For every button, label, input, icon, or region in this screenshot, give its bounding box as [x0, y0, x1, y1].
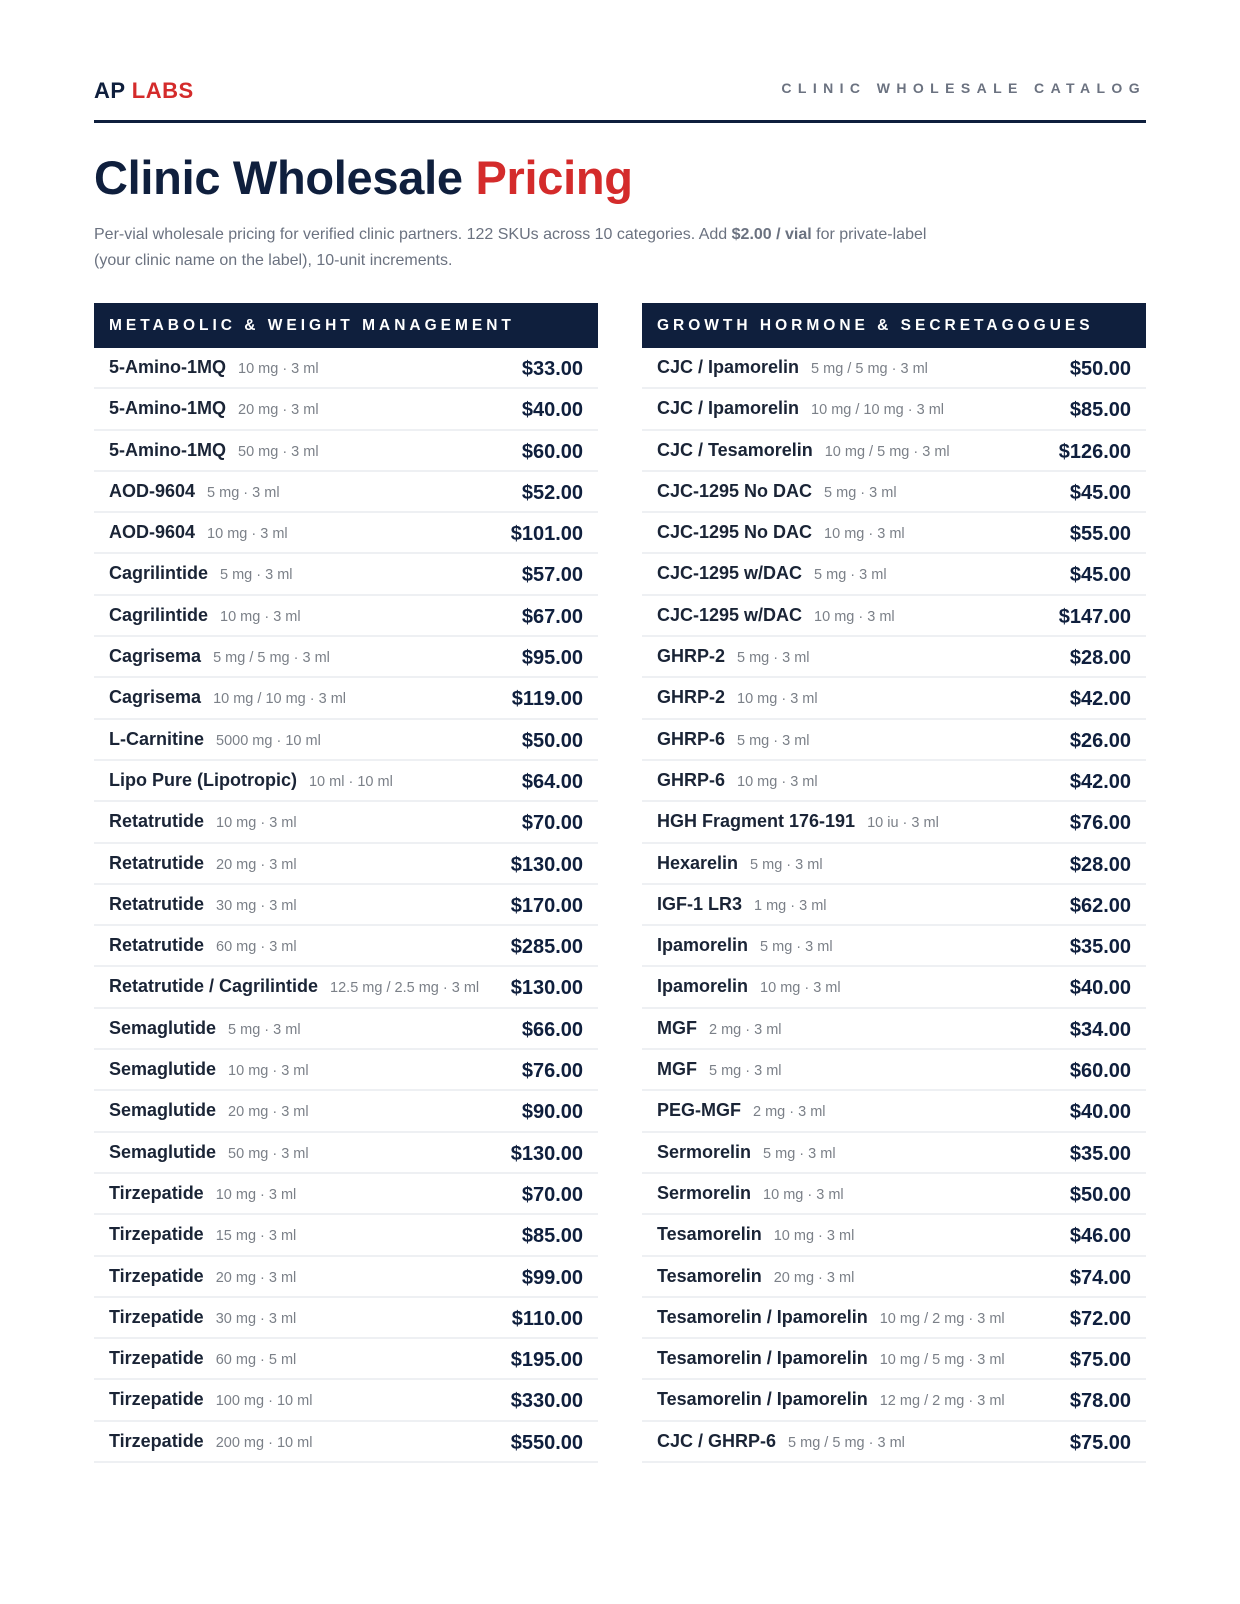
price-row	[94, 1215, 598, 1256]
product-name-group	[109, 440, 319, 461]
price-row	[94, 1050, 598, 1091]
product-name-group	[109, 770, 393, 791]
product-name-group	[109, 646, 330, 667]
product-name: Lipo Pure (Lipotropic)	[109, 769, 297, 790]
product-spec: 10 mg / 10 mg · 3 ml	[213, 691, 347, 708]
product-name: Cagrisema	[109, 646, 202, 667]
product-price: $90.00	[521, 1101, 583, 1124]
product-price: $57.00	[521, 564, 583, 587]
product-price: $75.00	[1069, 1349, 1131, 1372]
product-spec: 5 mg · 3 ml	[824, 484, 897, 501]
product-spec: 50 mg · 3 ml	[228, 1145, 309, 1162]
product-name-group	[657, 770, 818, 791]
product-spec: 10 mg · 3 ml	[737, 773, 818, 790]
price-row	[642, 1215, 1146, 1256]
product-name: GHRP-2	[657, 687, 726, 708]
price-row	[642, 431, 1146, 472]
product-price: $75.00	[1069, 1431, 1131, 1454]
product-spec: 10 mg · 3 ml	[763, 1186, 844, 1203]
price-row	[642, 844, 1146, 885]
product-name: Retatrutide	[109, 852, 205, 873]
price-row	[642, 1009, 1146, 1050]
price-row	[642, 1298, 1146, 1339]
price-row	[642, 720, 1146, 761]
product-name-group	[657, 563, 887, 584]
product-name: 5-Amino-1MQ	[109, 357, 226, 377]
product-price: $46.00	[1069, 1225, 1131, 1248]
product-spec: 10 mg · 3 ml	[737, 691, 818, 708]
price-row	[94, 554, 598, 595]
product-name-group	[109, 398, 319, 419]
price-row	[642, 1257, 1146, 1298]
product-spec: 12.5 mg / 2.5 mg · 3 ml	[330, 980, 480, 997]
top-bar	[94, 76, 1146, 123]
product-price: $99.00	[521, 1266, 583, 1289]
product-name-group	[109, 357, 319, 378]
product-price: $40.00	[1069, 977, 1131, 1000]
product-name: Semaglutide	[109, 1059, 217, 1080]
product-price: $76.00	[1069, 812, 1131, 835]
product-name: CJC-1295 w/DAC	[657, 604, 803, 625]
product-price: $60.00	[1069, 1060, 1131, 1083]
product-price: $50.00	[521, 729, 583, 752]
product-name: CJC-1295 w/DAC	[657, 563, 803, 584]
product-price: $550.00	[510, 1431, 583, 1454]
product-name: Tirzepatide	[109, 1265, 204, 1286]
price-row	[642, 348, 1146, 389]
product-spec: 5 mg · 3 ml	[228, 1021, 301, 1038]
product-spec: 5000 mg · 10 ml	[216, 732, 321, 749]
product-name: Cagrilintide	[109, 604, 209, 625]
price-row	[642, 472, 1146, 513]
product-spec: 10 mg · 3 ml	[760, 980, 841, 997]
product-name: Cagrisema	[109, 687, 202, 708]
product-price: $72.00	[1069, 1307, 1131, 1330]
product-price: $45.00	[1069, 564, 1131, 587]
price-row	[642, 1174, 1146, 1215]
price-row	[94, 431, 598, 472]
product-spec: 1 mg · 3 ml	[754, 897, 827, 914]
product-price: $50.00	[1069, 358, 1131, 380]
product-price: $55.00	[1069, 523, 1131, 546]
product-spec: 10 mg / 5 mg · 3 ml	[824, 443, 950, 460]
product-name: MGF	[657, 1017, 697, 1038]
product-spec: 15 mg · 3 ml	[215, 1228, 297, 1245]
product-price: $42.00	[1069, 688, 1131, 711]
page-title	[94, 150, 633, 205]
product-name-group	[109, 1100, 309, 1121]
product-spec: 30 mg · 3 ml	[216, 897, 297, 914]
product-spec: 2 mg · 3 ml	[753, 1104, 826, 1121]
price-row	[642, 678, 1146, 719]
product-name: Semaglutide	[109, 1100, 217, 1121]
product-name: AOD-9604	[109, 522, 196, 543]
product-name-group	[657, 398, 944, 419]
price-row	[94, 513, 598, 554]
product-name-group	[109, 522, 288, 543]
product-name-group	[657, 1348, 1005, 1369]
price-row	[642, 389, 1146, 430]
price-row	[642, 885, 1146, 926]
product-name-group	[657, 1431, 905, 1452]
product-price: $130.00	[510, 853, 583, 876]
product-name-group	[109, 1431, 312, 1452]
product-spec: 10 mg / 2 mg · 3 ml	[879, 1310, 1005, 1327]
product-spec: 10 mg · 3 ml	[824, 526, 905, 543]
product-name: Tesamorelin / Ipamorelin	[657, 1348, 868, 1369]
product-price: $110.00	[511, 1307, 583, 1330]
price-row	[94, 678, 598, 719]
product-name: Retatrutide	[109, 811, 205, 832]
product-price: $64.00	[521, 770, 583, 793]
product-name-group	[109, 1389, 312, 1410]
price-row	[94, 926, 598, 967]
product-name-group	[657, 605, 895, 626]
product-price: $119.00	[511, 688, 583, 711]
price-row	[94, 1091, 598, 1132]
product-name-group	[109, 1183, 296, 1204]
product-price: $28.00	[1069, 647, 1131, 670]
price-row	[94, 844, 598, 885]
product-spec: 10 mg · 3 ml	[814, 608, 895, 625]
product-name: Tirzepatide	[109, 1348, 204, 1369]
product-price: $195.00	[510, 1349, 583, 1372]
product-spec: 5 mg · 3 ml	[814, 567, 887, 584]
product-spec: 10 mg · 3 ml	[215, 1186, 297, 1203]
product-price: $130.00	[510, 977, 583, 1000]
product-name-group	[657, 729, 810, 750]
product-name-group	[109, 729, 321, 750]
price-row	[94, 1380, 598, 1421]
product-spec: 5 mg · 3 ml	[709, 1063, 782, 1080]
product-price: $42.00	[1069, 770, 1131, 793]
product-price: $76.00	[521, 1060, 583, 1083]
product-name: Tesamorelin / Ipamorelin	[657, 1306, 868, 1327]
product-name: Tirzepatide	[109, 1306, 204, 1327]
product-price: $40.00	[1069, 1101, 1131, 1124]
product-price: $78.00	[1069, 1390, 1131, 1413]
product-name: Ipamorelin	[657, 976, 749, 997]
price-row	[94, 967, 598, 1008]
product-name-group	[657, 976, 841, 997]
product-name: Tirzepatide	[109, 1430, 204, 1451]
price-row	[642, 1091, 1146, 1132]
product-price: $95.00	[521, 647, 583, 670]
product-name: Tirzepatide	[109, 1182, 204, 1203]
product-name: Sermorelin	[657, 1182, 752, 1203]
product-name-group	[109, 1018, 301, 1039]
product-price: $28.00	[1069, 853, 1131, 876]
product-name-group	[657, 1224, 854, 1245]
product-price: $285.00	[510, 936, 583, 959]
product-price: $67.00	[521, 605, 583, 628]
product-spec: 10 mg · 3 ml	[220, 608, 301, 625]
price-row	[94, 1257, 598, 1298]
product-price: $130.00	[510, 1142, 583, 1165]
product-name-group	[109, 1307, 296, 1328]
product-name-group	[109, 1348, 296, 1369]
product-name: GHRP-2	[657, 646, 726, 667]
product-spec: 2 mg · 3 ml	[709, 1021, 782, 1038]
product-name-group	[657, 481, 897, 502]
product-spec: 20 mg · 3 ml	[216, 856, 297, 873]
catalog-label: CLINIC WHOLESALE CATALOG	[781, 80, 1146, 96]
product-price: $62.00	[1069, 894, 1131, 917]
product-name: HGH Fragment 176-191	[657, 811, 856, 832]
price-row	[94, 389, 598, 430]
product-name-group	[657, 440, 950, 461]
brand-second: LABS	[131, 78, 194, 103]
product-spec: 10 iu · 3 ml	[867, 815, 939, 832]
brand-logo	[94, 78, 194, 104]
price-row	[94, 761, 598, 802]
price-row	[94, 1298, 598, 1339]
price-row	[642, 637, 1146, 678]
product-name-group	[657, 853, 823, 874]
product-spec: 5 mg · 3 ml	[750, 856, 823, 873]
product-price: $34.00	[1069, 1018, 1131, 1041]
product-price: $45.00	[1069, 481, 1131, 504]
product-name-group	[657, 1100, 826, 1121]
product-spec: 20 mg · 3 ml	[228, 1104, 309, 1121]
product-price: $60.00	[521, 440, 583, 463]
product-spec: 10 mg · 3 ml	[216, 815, 297, 832]
page-description	[94, 222, 954, 274]
product-spec: 50 mg · 3 ml	[238, 443, 319, 460]
price-row	[94, 472, 598, 513]
product-spec: 5 mg / 5 mg · 3 ml	[788, 1434, 905, 1451]
price-row	[94, 885, 598, 926]
product-name: CJC / Tesamorelin	[657, 439, 813, 460]
product-spec: 10 mg · 3 ml	[773, 1228, 855, 1245]
product-name-group	[657, 894, 827, 915]
price-row	[642, 596, 1146, 637]
product-name: IGF-1 LR3	[657, 893, 743, 914]
product-name: Ipamorelin	[657, 935, 749, 956]
product-name: 5-Amino-1MQ	[109, 398, 226, 419]
product-name-group	[109, 1142, 309, 1163]
price-row	[642, 1339, 1146, 1380]
product-name-group	[657, 1142, 836, 1163]
price-row	[94, 596, 598, 637]
product-price: $35.00	[1069, 936, 1131, 959]
product-name: Cagrilintide	[109, 563, 209, 584]
product-spec: 5 mg · 3 ml	[760, 939, 833, 956]
product-name: Hexarelin	[657, 852, 739, 873]
desc-before: Per-vial wholesale pricing for verified clinic partners. 122 SKUs across 10 categories. Add	[94, 226, 732, 243]
product-name: 5-Amino-1MQ	[109, 439, 226, 460]
desc-after: for private-label (your clinic name on the label), 10-unit increments.	[94, 226, 927, 269]
product-name-group	[657, 357, 928, 378]
product-spec: 20 mg · 3 ml	[773, 1269, 855, 1286]
product-name-group	[657, 935, 833, 956]
title-accent: Pricing	[475, 151, 633, 204]
product-name-group	[109, 481, 280, 502]
category-header: GROWTH HORMONE & SECRETAGOGUES	[642, 303, 1146, 348]
product-name: Retatrutide	[109, 893, 205, 914]
product-spec: 100 mg · 10 ml	[215, 1393, 313, 1410]
product-price: $33.00	[521, 358, 583, 380]
product-name-group	[657, 1018, 782, 1039]
price-row	[642, 967, 1146, 1008]
product-name-group	[109, 894, 297, 915]
product-name-group	[657, 1059, 782, 1080]
product-name: CJC-1295 No DAC	[657, 522, 813, 543]
product-price: $126.00	[1058, 440, 1131, 463]
product-price: $52.00	[521, 481, 583, 504]
product-name-group	[109, 935, 297, 956]
product-price: $74.00	[1069, 1266, 1131, 1289]
product-name-group	[109, 1224, 296, 1245]
product-price: $66.00	[521, 1018, 583, 1041]
price-row	[94, 637, 598, 678]
product-spec: 5 mg · 3 ml	[763, 1145, 836, 1162]
product-price: $85.00	[521, 1225, 583, 1248]
title-main: Clinic Wholesale	[94, 151, 476, 204]
product-spec: 10 mg / 5 mg · 3 ml	[879, 1352, 1005, 1369]
product-name-group	[109, 687, 346, 708]
product-name-group	[657, 1389, 1005, 1410]
price-row	[94, 1174, 598, 1215]
price-row	[642, 1422, 1146, 1463]
product-spec: 200 mg · 10 ml	[215, 1434, 313, 1451]
price-row	[642, 1380, 1146, 1421]
product-price: $70.00	[521, 1183, 583, 1206]
desc-bold: $2.00 / vial	[731, 226, 812, 243]
price-row	[642, 513, 1146, 554]
product-spec: 10 mg · 3 ml	[238, 361, 319, 377]
category-column-growth-hormone	[642, 303, 1146, 1463]
product-name: CJC / Ipamorelin	[657, 398, 800, 419]
price-row	[94, 1133, 598, 1174]
product-spec: 10 mg · 3 ml	[207, 526, 288, 543]
product-price: $170.00	[510, 894, 583, 917]
product-name-group	[109, 853, 297, 874]
price-list	[94, 348, 598, 1463]
product-name: Tesamorelin / Ipamorelin	[657, 1389, 868, 1410]
product-spec: 20 mg · 3 ml	[215, 1269, 297, 1286]
product-name-group	[657, 811, 939, 832]
price-row	[94, 802, 598, 843]
product-name-group	[109, 976, 479, 997]
price-row	[642, 554, 1146, 595]
product-spec: 5 mg · 3 ml	[737, 650, 810, 667]
product-name: CJC / GHRP-6	[657, 1430, 777, 1451]
product-spec: 30 mg · 3 ml	[215, 1310, 297, 1327]
price-row	[642, 802, 1146, 843]
product-name-group	[657, 1183, 844, 1204]
price-row	[94, 720, 598, 761]
price-row	[642, 926, 1146, 967]
product-price: $40.00	[521, 399, 583, 422]
price-row	[94, 348, 598, 389]
product-name-group	[109, 1059, 309, 1080]
product-spec: 5 mg / 5 mg · 3 ml	[213, 650, 330, 667]
product-name: Semaglutide	[109, 1017, 217, 1038]
product-name-group	[657, 522, 905, 543]
category-header: METABOLIC & WEIGHT MANAGEMENT	[94, 303, 598, 348]
price-row	[94, 1009, 598, 1050]
product-name-group	[109, 811, 297, 832]
product-name: AOD-9604	[109, 480, 196, 501]
product-name: L-Carnitine	[109, 728, 205, 749]
product-spec: 5 mg · 3 ml	[207, 484, 280, 501]
product-spec: 5 mg / 5 mg · 3 ml	[811, 361, 928, 377]
product-name: Retatrutide	[109, 935, 205, 956]
product-spec: 60 mg · 3 ml	[216, 939, 297, 956]
price-row	[642, 1050, 1146, 1091]
product-spec: 60 mg · 5 ml	[215, 1352, 297, 1369]
product-price: $101.00	[510, 523, 583, 546]
product-name: PEG-MGF	[657, 1100, 741, 1121]
product-name-group	[657, 1307, 1005, 1328]
product-name: Retatrutide / Cagrilintide	[109, 976, 319, 997]
product-name: Tirzepatide	[109, 1224, 204, 1245]
product-name: CJC-1295 No DAC	[657, 480, 813, 501]
product-price: $70.00	[521, 812, 583, 835]
price-row	[94, 1339, 598, 1380]
product-name-group	[109, 1266, 296, 1287]
product-spec: 10 mg / 10 mg · 3 ml	[811, 402, 944, 419]
product-price: $50.00	[1069, 1183, 1131, 1206]
price-row	[94, 1422, 598, 1463]
product-price: $330.00	[510, 1390, 583, 1413]
product-spec: 10 ml · 10 ml	[308, 773, 393, 790]
product-name: Tirzepatide	[109, 1389, 204, 1410]
product-spec: 10 mg · 3 ml	[228, 1063, 309, 1080]
product-name-group	[657, 687, 818, 708]
product-name-group	[109, 605, 301, 626]
product-name: Semaglutide	[109, 1141, 217, 1162]
product-spec: 12 mg / 2 mg · 3 ml	[879, 1393, 1005, 1410]
product-spec: 5 mg · 3 ml	[220, 567, 293, 584]
product-price: $85.00	[1069, 399, 1131, 422]
product-price: $35.00	[1069, 1142, 1131, 1165]
product-spec: 20 mg · 3 ml	[238, 402, 319, 419]
product-spec: 5 mg · 3 ml	[737, 732, 810, 749]
product-name: Sermorelin	[657, 1141, 752, 1162]
price-row	[642, 761, 1146, 802]
product-name: CJC / Ipamorelin	[657, 357, 800, 377]
product-name: GHRP-6	[657, 769, 726, 790]
product-name-group	[657, 646, 810, 667]
product-price: $26.00	[1069, 729, 1131, 752]
product-name-group	[657, 1266, 854, 1287]
product-name: Tesamorelin	[657, 1224, 762, 1245]
product-name: Tesamorelin	[657, 1265, 762, 1286]
product-price: $147.00	[1058, 605, 1131, 628]
brand-first: AP	[94, 78, 126, 103]
product-name-group	[109, 563, 293, 584]
price-row	[642, 1133, 1146, 1174]
price-list	[642, 348, 1146, 1463]
category-column-metabolic	[94, 303, 598, 1463]
product-name: GHRP-6	[657, 728, 726, 749]
product-name: MGF	[657, 1059, 697, 1080]
